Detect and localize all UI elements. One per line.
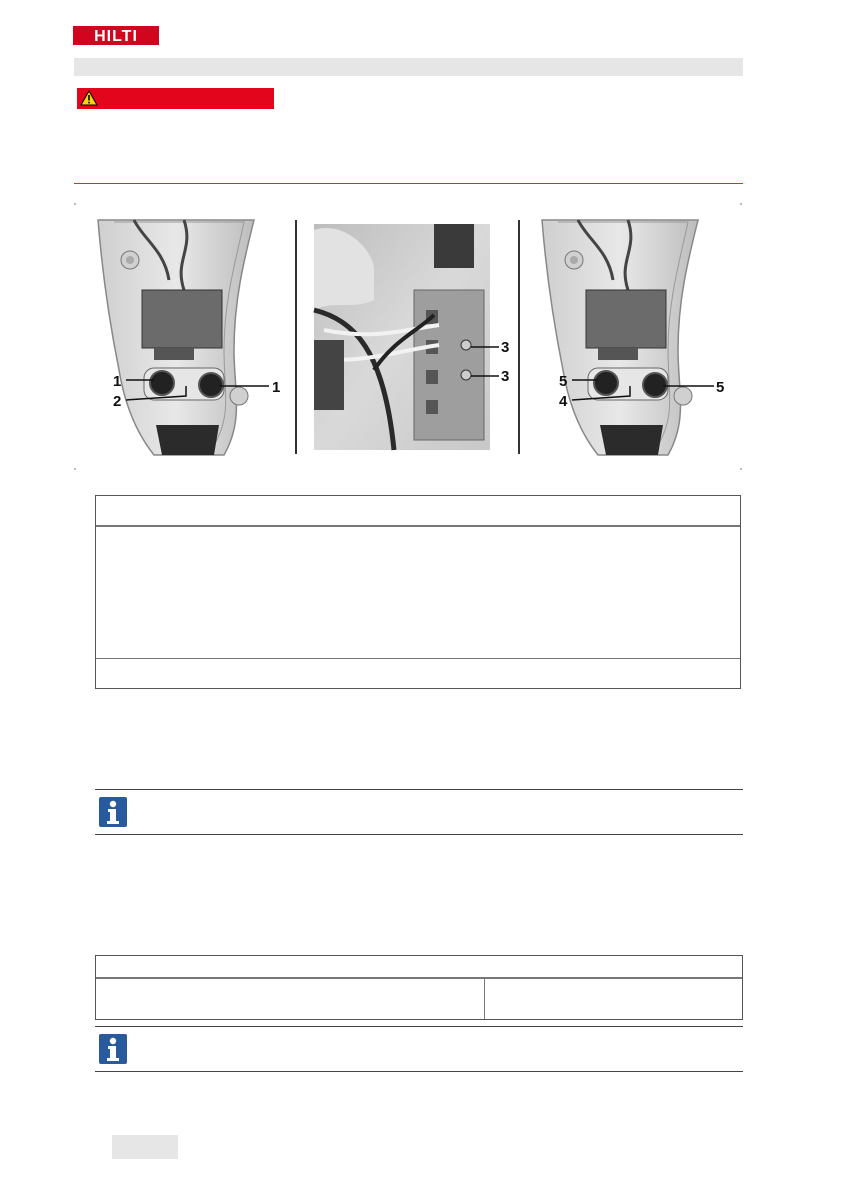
info-icon	[99, 1034, 127, 1064]
callout-3-upper: 3	[501, 339, 510, 356]
callout-2: 2	[113, 393, 122, 410]
svg-text:HILTI: HILTI	[94, 28, 138, 45]
figure-panel-2	[314, 224, 509, 450]
figure-panel-1	[98, 220, 280, 455]
section-divider	[74, 183, 743, 184]
info-note-2	[95, 1026, 743, 1072]
table-header-row	[96, 496, 740, 527]
warning-triangle-icon	[80, 90, 98, 106]
data-table	[95, 955, 743, 1020]
warning-banner	[77, 88, 274, 109]
info-icon	[99, 797, 127, 827]
callout-1-right: 1	[272, 379, 281, 396]
hilti-logo	[73, 26, 159, 45]
data-table-header	[96, 956, 742, 979]
callout-3-lower: 3	[501, 368, 510, 385]
page-number-box	[112, 1135, 178, 1159]
info-note-1	[95, 789, 743, 835]
callout-5-left: 5	[559, 373, 568, 390]
instruction-table	[95, 495, 741, 689]
data-table-column-divider	[484, 978, 485, 1019]
callout-4: 4	[559, 393, 568, 410]
callout-1-left: 1	[113, 373, 122, 390]
figure-panel-3	[542, 220, 724, 455]
callout-5-right: 5	[716, 379, 725, 396]
header-bar	[74, 58, 743, 76]
table-footer-row	[96, 658, 740, 688]
figure-switch-wiring	[74, 200, 743, 470]
